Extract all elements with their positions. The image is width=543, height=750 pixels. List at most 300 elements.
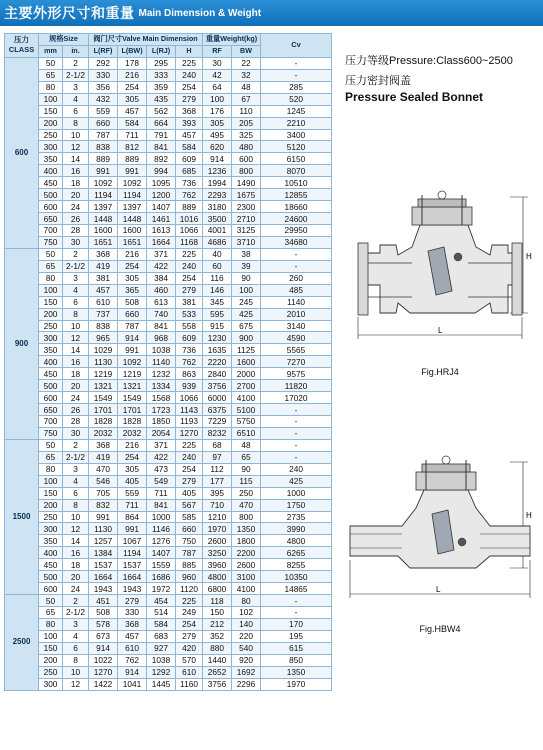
table-cell: 405 bbox=[118, 475, 147, 487]
table-cell: 1537 bbox=[89, 559, 118, 571]
table-row bbox=[5, 81, 332, 93]
table-row bbox=[5, 213, 332, 225]
table-cell: 1407 bbox=[147, 201, 176, 213]
table-cell: 285 bbox=[261, 81, 332, 93]
table-cell: 892 bbox=[147, 153, 176, 165]
table-cell: 18 bbox=[63, 559, 89, 571]
table-cell: 254 bbox=[118, 81, 147, 93]
table-cell: 2000 bbox=[232, 368, 261, 380]
table-row bbox=[5, 165, 332, 177]
table-cell: 2293 bbox=[203, 189, 232, 201]
table-cell: 102 bbox=[232, 607, 261, 619]
table-cell: 567 bbox=[176, 499, 203, 511]
table-cell: 216 bbox=[118, 69, 147, 81]
table-cell: 2 bbox=[63, 57, 89, 69]
table-row bbox=[5, 618, 332, 630]
table-cell: 927 bbox=[147, 642, 176, 654]
table-cell: 991 bbox=[118, 523, 147, 535]
table-cell: 305 bbox=[203, 117, 232, 129]
table-cell: 6150 bbox=[261, 153, 332, 165]
table-cell: 1270 bbox=[89, 666, 118, 678]
table-cell: 395 bbox=[203, 487, 232, 499]
table-cell: 841 bbox=[147, 320, 176, 332]
table-cell: 170 bbox=[261, 618, 332, 630]
table-cell: 2710 bbox=[232, 213, 261, 225]
table-cell: 384 bbox=[147, 272, 176, 284]
table-cell: 864 bbox=[118, 511, 147, 523]
table-cell: 205 bbox=[232, 117, 261, 129]
table-cell: 705 bbox=[89, 487, 118, 499]
table-cell: 279 bbox=[176, 284, 203, 296]
table-row bbox=[5, 141, 332, 153]
table-cell: 1600 bbox=[89, 225, 118, 237]
table-row bbox=[5, 117, 332, 129]
table-row bbox=[5, 260, 332, 272]
table-cell: 660 bbox=[176, 523, 203, 535]
table-cell: 585 bbox=[176, 511, 203, 523]
table-cell: 50 bbox=[39, 595, 63, 607]
table-cell: 736 bbox=[176, 177, 203, 189]
table-cell: 6 bbox=[63, 642, 89, 654]
figure-hbw4 bbox=[340, 450, 540, 634]
table-cell: 3250 bbox=[203, 547, 232, 559]
table-cell: 549 bbox=[147, 475, 176, 487]
table-cell: 610 bbox=[89, 296, 118, 308]
table-row bbox=[5, 284, 332, 296]
table-cell: 1970 bbox=[203, 523, 232, 535]
table-cell: 17020 bbox=[261, 392, 332, 404]
table-cell: 42 bbox=[203, 69, 232, 81]
table-row bbox=[5, 559, 332, 571]
table-cell: 736 bbox=[176, 344, 203, 356]
table-row bbox=[5, 511, 332, 523]
table-cell: 10 bbox=[63, 511, 89, 523]
table-cell: 609 bbox=[176, 332, 203, 344]
table-cell: 1440 bbox=[203, 654, 232, 666]
dim-h-label: H bbox=[526, 252, 532, 261]
table-cell: 1600 bbox=[232, 356, 261, 368]
table-cell: 80 bbox=[39, 463, 63, 475]
table-row bbox=[5, 332, 332, 344]
table-cell: 65 bbox=[39, 607, 63, 619]
table-row bbox=[5, 380, 332, 392]
table-cell: 740 bbox=[147, 308, 176, 320]
table-cell: 960 bbox=[176, 571, 203, 583]
table-row bbox=[5, 201, 332, 213]
table-cell: 1092 bbox=[89, 177, 118, 189]
table-cell: 300 bbox=[39, 523, 63, 535]
table-cell: 812 bbox=[118, 141, 147, 153]
table-cell: 14 bbox=[63, 535, 89, 547]
table-cell: 80 bbox=[232, 595, 261, 607]
table-cell: 968 bbox=[147, 332, 176, 344]
table-cell: 2600 bbox=[232, 559, 261, 571]
table-cell: 1850 bbox=[147, 416, 176, 428]
table-cell: 200 bbox=[39, 654, 63, 666]
table-cell: - bbox=[261, 427, 332, 439]
table-cell: - bbox=[261, 69, 332, 81]
table-cell: 100 bbox=[39, 93, 63, 105]
table-cell: 250 bbox=[39, 320, 63, 332]
table-cell: 435 bbox=[147, 93, 176, 105]
figure-hrj4 bbox=[340, 185, 540, 377]
table-cell: 500 bbox=[39, 380, 63, 392]
table-cell: 457 bbox=[118, 105, 147, 117]
table-row bbox=[5, 439, 332, 451]
table-cell: 100 bbox=[39, 630, 63, 642]
table-cell: 1943 bbox=[89, 583, 118, 595]
table-cell: - bbox=[261, 607, 332, 619]
table-cell: 28 bbox=[63, 416, 89, 428]
table-cell: 1095 bbox=[147, 177, 176, 189]
header-class-en: CLASS bbox=[8, 45, 35, 55]
table-cell: 4686 bbox=[203, 236, 232, 248]
header-valve-dim: 阀门尺寸Valve Main Dimension bbox=[89, 34, 203, 46]
table-cell: 140 bbox=[232, 618, 261, 630]
table-cell: 6 bbox=[63, 296, 89, 308]
table-cell: - bbox=[261, 248, 332, 260]
table-cell: 1016 bbox=[176, 213, 203, 225]
table-row bbox=[5, 416, 332, 428]
table-cell: 26 bbox=[63, 213, 89, 225]
table-cell: 4590 bbox=[261, 332, 332, 344]
table-cell: 451 bbox=[89, 595, 118, 607]
table-cell: 1321 bbox=[89, 380, 118, 392]
table-cell: 30 bbox=[63, 236, 89, 248]
table-cell: 400 bbox=[39, 165, 63, 177]
bonnet-en-text: Pressure Sealed Bonnet bbox=[345, 90, 484, 104]
table-cell: 1029 bbox=[89, 344, 118, 356]
table-cell: 225 bbox=[176, 439, 203, 451]
table-cell: 1600 bbox=[118, 225, 147, 237]
table-cell: 200 bbox=[39, 499, 63, 511]
table-cell: 20 bbox=[63, 571, 89, 583]
table-cell: 2-1/2 bbox=[63, 69, 89, 81]
table-cell: 26 bbox=[63, 404, 89, 416]
table-cell: 570 bbox=[176, 654, 203, 666]
table-cell: 1723 bbox=[147, 404, 176, 416]
table-cell: 118 bbox=[203, 595, 232, 607]
table-cell: 838 bbox=[89, 320, 118, 332]
table-cell: 3400 bbox=[261, 129, 332, 141]
table-cell: 514 bbox=[147, 607, 176, 619]
table-cell: 683 bbox=[147, 630, 176, 642]
table-cell: 279 bbox=[118, 595, 147, 607]
table-cell: 1210 bbox=[203, 511, 232, 523]
table-cell: 1407 bbox=[147, 547, 176, 559]
table-cell: 470 bbox=[89, 463, 118, 475]
table-cell: 176 bbox=[203, 105, 232, 117]
header-cv: Cv bbox=[261, 34, 332, 58]
table-cell: - bbox=[261, 439, 332, 451]
table-cell: 600 bbox=[39, 201, 63, 213]
table-cell: 595 bbox=[203, 308, 232, 320]
table-cell: 710 bbox=[203, 499, 232, 511]
table-row bbox=[5, 93, 332, 105]
table-row bbox=[5, 308, 332, 320]
table-cell: 400 bbox=[39, 356, 63, 368]
table-cell: 8 bbox=[63, 499, 89, 511]
table-cell: 1038 bbox=[147, 654, 176, 666]
table-cell: 419 bbox=[89, 260, 118, 272]
table-cell: 6800 bbox=[203, 583, 232, 595]
table-cell: 225 bbox=[176, 595, 203, 607]
table-cell: 112 bbox=[203, 463, 232, 475]
table-cell: 393 bbox=[176, 117, 203, 129]
table-cell: 1384 bbox=[89, 547, 118, 559]
table-cell: 620 bbox=[203, 141, 232, 153]
table-cell: 4 bbox=[63, 93, 89, 105]
table-cell: 1692 bbox=[232, 666, 261, 678]
table-cell: 787 bbox=[89, 129, 118, 141]
table-cell: 920 bbox=[232, 654, 261, 666]
table-cell: 4 bbox=[63, 630, 89, 642]
table-cell: 473 bbox=[147, 463, 176, 475]
table-cell: 885 bbox=[176, 559, 203, 571]
table-cell: 65 bbox=[39, 260, 63, 272]
table-cell: 381 bbox=[89, 272, 118, 284]
table-cell: 1130 bbox=[89, 523, 118, 535]
table-row bbox=[5, 105, 332, 117]
table-cell: 2220 bbox=[203, 356, 232, 368]
table-cell: 150 bbox=[203, 607, 232, 619]
table-cell: 1664 bbox=[89, 571, 118, 583]
table-cell: 508 bbox=[89, 607, 118, 619]
table-cell: 791 bbox=[147, 129, 176, 141]
table-cell: 420 bbox=[176, 642, 203, 654]
table-cell: 80 bbox=[39, 618, 63, 630]
table-cell: 250 bbox=[232, 487, 261, 499]
table-cell: 425 bbox=[261, 475, 332, 487]
table-cell: 1146 bbox=[147, 523, 176, 535]
table-row bbox=[5, 463, 332, 475]
dim-h2-label: H bbox=[526, 511, 532, 520]
table-cell: 250 bbox=[39, 129, 63, 141]
table-cell: 65 bbox=[39, 69, 63, 81]
table-cell: 216 bbox=[118, 248, 147, 260]
table-cell: 350 bbox=[39, 535, 63, 547]
table-cell: 480 bbox=[232, 141, 261, 153]
table-cell: 889 bbox=[89, 153, 118, 165]
table-cell: 24 bbox=[63, 583, 89, 595]
header-h: H bbox=[176, 45, 203, 57]
table-row bbox=[5, 535, 332, 547]
table-cell: 1397 bbox=[118, 201, 147, 213]
table-cell: 8070 bbox=[261, 165, 332, 177]
table-cell: 562 bbox=[147, 105, 176, 117]
table-row bbox=[5, 368, 332, 380]
table-cell: 254 bbox=[176, 272, 203, 284]
table-cell: 1568 bbox=[147, 392, 176, 404]
table-cell: 65 bbox=[232, 451, 261, 463]
table-cell: 24 bbox=[63, 392, 89, 404]
table-cell: 330 bbox=[89, 69, 118, 81]
table-cell: 325 bbox=[232, 129, 261, 141]
fig-hbw4-label: Fig.HBW4 bbox=[419, 624, 461, 634]
table-cell: 3140 bbox=[261, 320, 332, 332]
table-cell: 3 bbox=[63, 272, 89, 284]
table-cell: 18660 bbox=[261, 201, 332, 213]
table-cell: 1943 bbox=[118, 583, 147, 595]
header-in: in. bbox=[63, 45, 89, 57]
table-cell: 600 bbox=[39, 583, 63, 595]
table-cell: 254 bbox=[176, 81, 203, 93]
table-cell: 225 bbox=[176, 248, 203, 260]
table-cell: 60 bbox=[203, 260, 232, 272]
table-cell: 32 bbox=[232, 69, 261, 81]
table-row bbox=[5, 272, 332, 284]
table-cell: 991 bbox=[118, 165, 147, 177]
table-cell: 100 bbox=[232, 284, 261, 296]
table-cell: 16 bbox=[63, 547, 89, 559]
table-cell: 2210 bbox=[261, 117, 332, 129]
table-cell: 254 bbox=[176, 618, 203, 630]
title-en: Main Dimension & Weight bbox=[138, 7, 262, 19]
table-row bbox=[5, 678, 332, 690]
table-cell: 1038 bbox=[147, 344, 176, 356]
table-cell: 1664 bbox=[147, 236, 176, 248]
table-cell: 546 bbox=[89, 475, 118, 487]
dim-l2-label: L bbox=[436, 585, 441, 594]
table-cell: 279 bbox=[176, 630, 203, 642]
table-row bbox=[5, 356, 332, 368]
table-cell: 1067 bbox=[118, 535, 147, 547]
table-row bbox=[5, 607, 332, 619]
table-cell: 4001 bbox=[203, 225, 232, 237]
table-cell: 220 bbox=[232, 630, 261, 642]
table-cell: 100 bbox=[39, 284, 63, 296]
table-cell: 240 bbox=[176, 260, 203, 272]
table-cell: 1490 bbox=[232, 177, 261, 189]
table-cell: 2 bbox=[63, 248, 89, 260]
table-cell: 1168 bbox=[176, 236, 203, 248]
table-cell: 450 bbox=[39, 559, 63, 571]
table-row bbox=[5, 225, 332, 237]
table-cell: 10510 bbox=[261, 177, 332, 189]
table-cell: 1461 bbox=[147, 213, 176, 225]
dim-l-label: L bbox=[438, 326, 443, 335]
table-row bbox=[5, 392, 332, 404]
table-cell: 914 bbox=[203, 153, 232, 165]
table-cell: 711 bbox=[118, 129, 147, 141]
table-cell: 245 bbox=[232, 296, 261, 308]
table-cell: 2-1/2 bbox=[63, 451, 89, 463]
table-cell: 371 bbox=[147, 248, 176, 260]
table-cell: 350 bbox=[39, 344, 63, 356]
table-cell: 1194 bbox=[89, 189, 118, 201]
valve-drawing-bw bbox=[340, 450, 540, 622]
table-cell: 584 bbox=[118, 117, 147, 129]
table-cell: 1232 bbox=[147, 368, 176, 380]
table-cell: 212 bbox=[203, 618, 232, 630]
table-cell: 178 bbox=[118, 57, 147, 69]
table-cell: 11820 bbox=[261, 380, 332, 392]
table-cell: 12 bbox=[63, 141, 89, 153]
table-cell: 1686 bbox=[147, 571, 176, 583]
table-cell: 1445 bbox=[147, 678, 176, 690]
table-cell: 675 bbox=[232, 320, 261, 332]
table-cell: 368 bbox=[118, 618, 147, 630]
table-cell: 1994 bbox=[203, 177, 232, 189]
table-cell: 762 bbox=[118, 654, 147, 666]
table-cell: 2652 bbox=[203, 666, 232, 678]
table-row bbox=[5, 69, 332, 81]
table-cell: 991 bbox=[89, 511, 118, 523]
header-weight: 重量Weight(kg) bbox=[203, 34, 261, 46]
table-cell: 305 bbox=[118, 272, 147, 284]
table-cell: 660 bbox=[118, 308, 147, 320]
table-cell: 610 bbox=[176, 666, 203, 678]
table-cell: 80 bbox=[39, 81, 63, 93]
table-cell: 2735 bbox=[261, 511, 332, 523]
table-cell: 1664 bbox=[118, 571, 147, 583]
table-cell: 7229 bbox=[203, 416, 232, 428]
table-cell: 2200 bbox=[232, 547, 261, 559]
table-cell: 1651 bbox=[118, 236, 147, 248]
table-cell: 292 bbox=[89, 57, 118, 69]
table-row bbox=[5, 475, 332, 487]
table-cell: 5565 bbox=[261, 344, 332, 356]
table-cell: 1230 bbox=[203, 332, 232, 344]
table-cell: 2032 bbox=[89, 427, 118, 439]
table-cell: 150 bbox=[39, 105, 63, 117]
table-cell: 116 bbox=[203, 272, 232, 284]
table-row bbox=[5, 583, 332, 595]
table-cell: 711 bbox=[118, 499, 147, 511]
table-cell: 250 bbox=[39, 666, 63, 678]
table-cell: 559 bbox=[118, 487, 147, 499]
table-cell: 1350 bbox=[261, 666, 332, 678]
table-cell: 200 bbox=[39, 308, 63, 320]
table-cell: 1143 bbox=[176, 404, 203, 416]
table-cell: 1194 bbox=[118, 189, 147, 201]
table-cell: 832 bbox=[89, 499, 118, 511]
table-cell: 34680 bbox=[261, 236, 332, 248]
table-cell: 1549 bbox=[89, 392, 118, 404]
table-cell: 48 bbox=[232, 81, 261, 93]
table-cell: 400 bbox=[39, 547, 63, 559]
table-cell: 305 bbox=[118, 93, 147, 105]
table-cell: 1701 bbox=[89, 404, 118, 416]
table-cell: 359 bbox=[147, 81, 176, 93]
table-cell: 5120 bbox=[261, 141, 332, 153]
table-cell: 2600 bbox=[203, 535, 232, 547]
table-cell: 365 bbox=[118, 284, 147, 296]
table-cell: 250 bbox=[39, 511, 63, 523]
table-body bbox=[5, 57, 332, 690]
table-row bbox=[5, 236, 332, 248]
table-cell: 16 bbox=[63, 165, 89, 177]
table-cell: 991 bbox=[89, 165, 118, 177]
table-cell: 1559 bbox=[147, 559, 176, 571]
table-cell: 110 bbox=[232, 105, 261, 117]
table-cell: 177 bbox=[203, 475, 232, 487]
table-cell: 260 bbox=[261, 272, 332, 284]
table-cell: 50 bbox=[39, 57, 63, 69]
table-cell: 352 bbox=[203, 630, 232, 642]
table-cell: 240 bbox=[176, 451, 203, 463]
table-cell: 65 bbox=[39, 451, 63, 463]
table-cell: 915 bbox=[203, 320, 232, 332]
table-cell: 6375 bbox=[203, 404, 232, 416]
header-rf: RF bbox=[203, 45, 232, 57]
table-cell: 600 bbox=[39, 392, 63, 404]
header-l-rj: L(RJ) bbox=[147, 45, 176, 57]
table-cell: 991 bbox=[118, 344, 147, 356]
table-cell: 300 bbox=[39, 141, 63, 153]
table-cell: 225 bbox=[176, 57, 203, 69]
table-cell: 615 bbox=[261, 642, 332, 654]
